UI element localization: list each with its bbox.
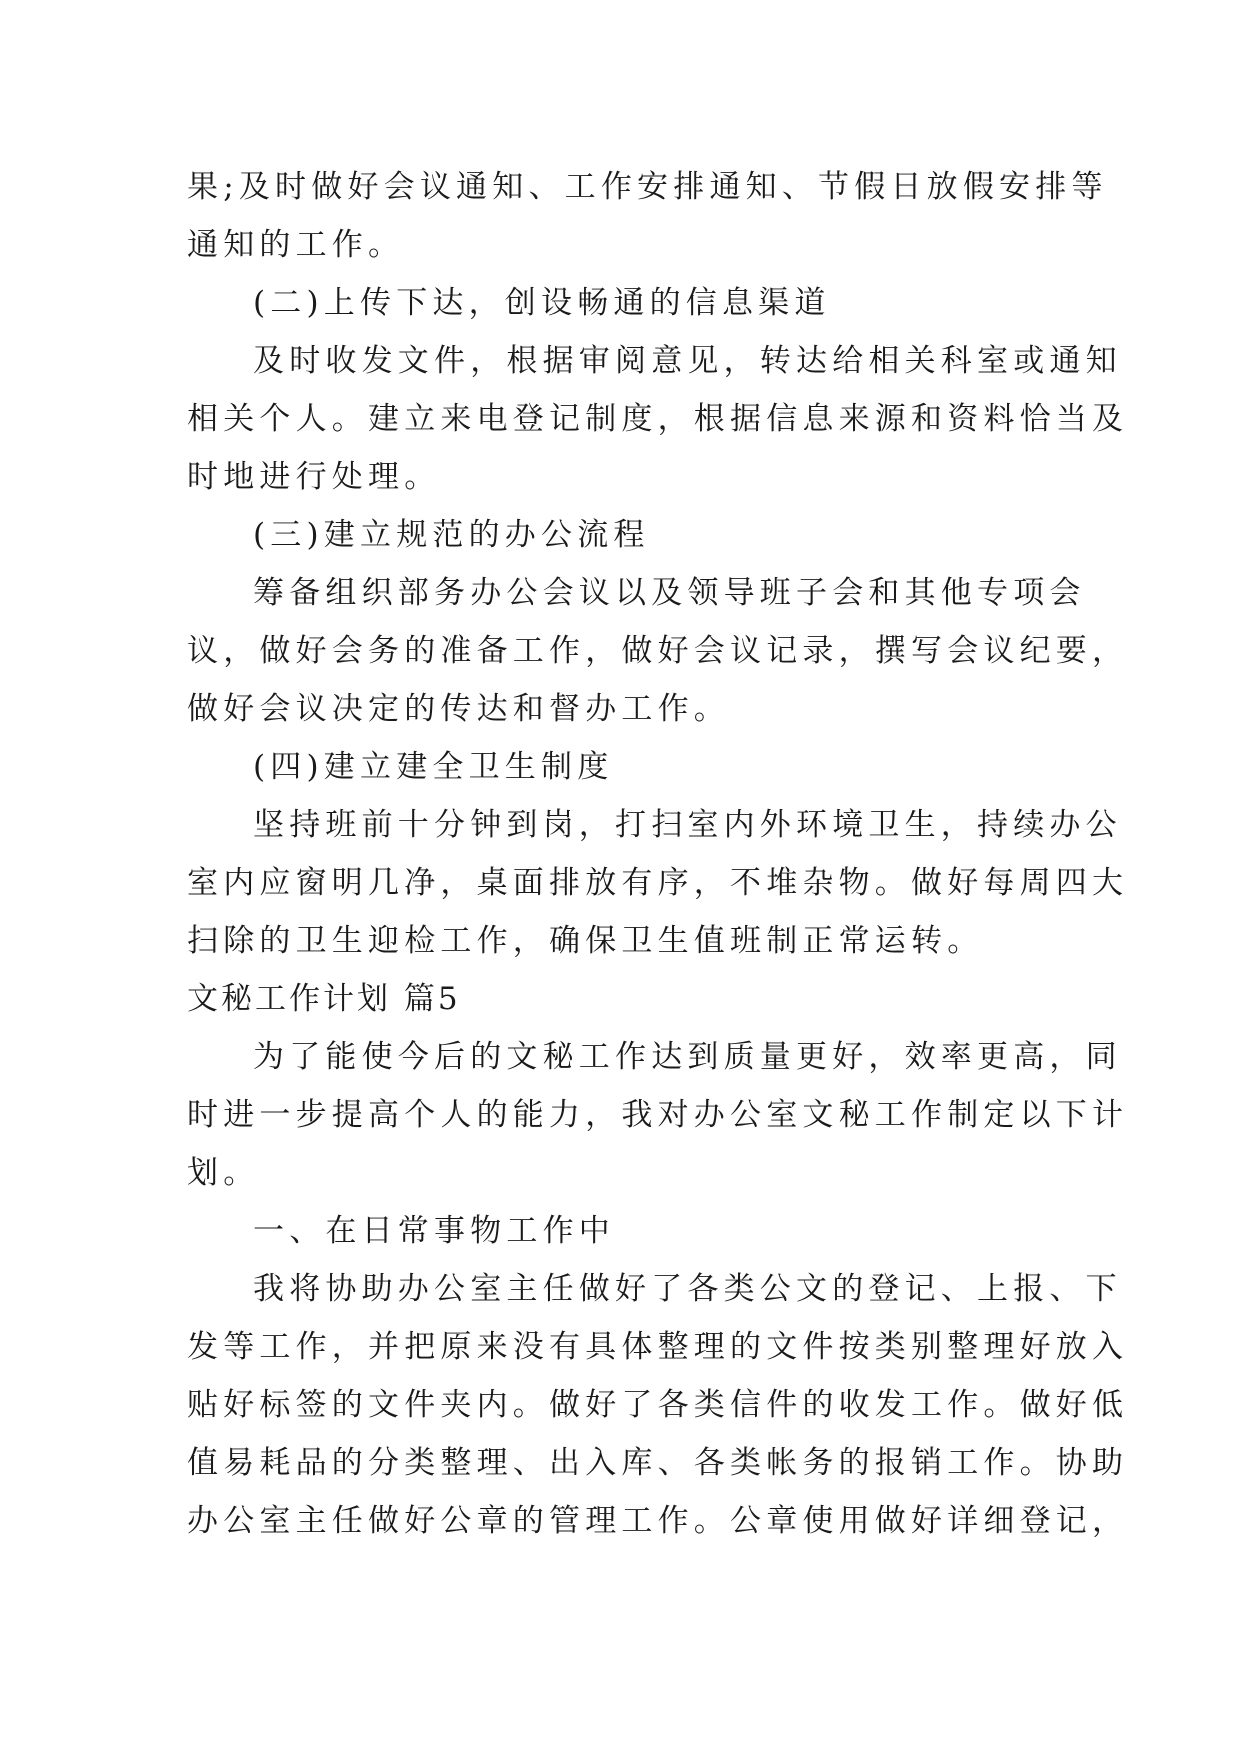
paragraph-line: 为了能使今后的文秘工作达到质量更好，效率更高，同 [253,1039,1122,1075]
section-heading: (四)建立建全卫生制度 [253,749,614,785]
document-body [187,158,1129,1550]
paragraph-line: 做好会议决定的传达和督办工作。 [187,691,730,727]
paragraph-line: 扫除的卫生迎检工作，确保卫生值班制正常运转。 [187,923,984,959]
paragraph-line: 筹备组织部务办公会议以及领导班子会和其他专项会 [253,575,1086,611]
paragraph-line: 果;及时做好会议通知、工作安排通知、节假日放假安排等 [187,169,1108,205]
document-title: 文秘工作计划 篇5 [187,981,461,1017]
paragraph-line: 发等工作，并把原来没有具体整理的文件按类别整理好放入 [187,1329,1129,1365]
paragraph-line: 议，做好会务的准备工作，做好会议记录，撰写会议纪要， [187,633,1129,669]
paragraph-line: 贴好标签的文件夹内。做好了各类信件的收发工作。做好低 [187,1387,1129,1423]
section-heading: (二)上传下达，创设畅通的信息渠道 [253,285,831,321]
paragraph-line: 办公室主任做好公章的管理工作。公章使用做好详细登记， [187,1503,1129,1539]
paragraph-line: 时进一步提高个人的能力，我对办公室文秘工作制定以下计 [187,1097,1129,1133]
paragraph-line: 时地进行处理。 [187,459,441,495]
paragraph-line: 坚持班前十分钟到岗，打扫室内外环境卫生，持续办公 [253,807,1122,843]
paragraph-line: 通知的工作。 [187,227,405,263]
section-heading: 一、在日常事物工作中 [253,1213,615,1249]
paragraph-line: 室内应窗明几净，桌面排放有序，不堆杂物。做好每周四大 [187,865,1129,901]
paragraph-line: 划。 [187,1155,260,1191]
paragraph-line: 值易耗品的分类整理、出入库、各类帐务的报销工作。协助 [187,1445,1129,1481]
paragraph-line: 相关个人。建立来电登记制度，根据信息来源和资料恰当及 [187,401,1129,437]
paragraph-line: 我将协助办公室主任做好了各类公文的登记、上报、下 [253,1271,1122,1307]
paragraph-line: 及时收发文件，根据审阅意见，转达给相关科室或通知 [253,343,1122,379]
section-heading: (三)建立规范的办公流程 [253,517,650,553]
